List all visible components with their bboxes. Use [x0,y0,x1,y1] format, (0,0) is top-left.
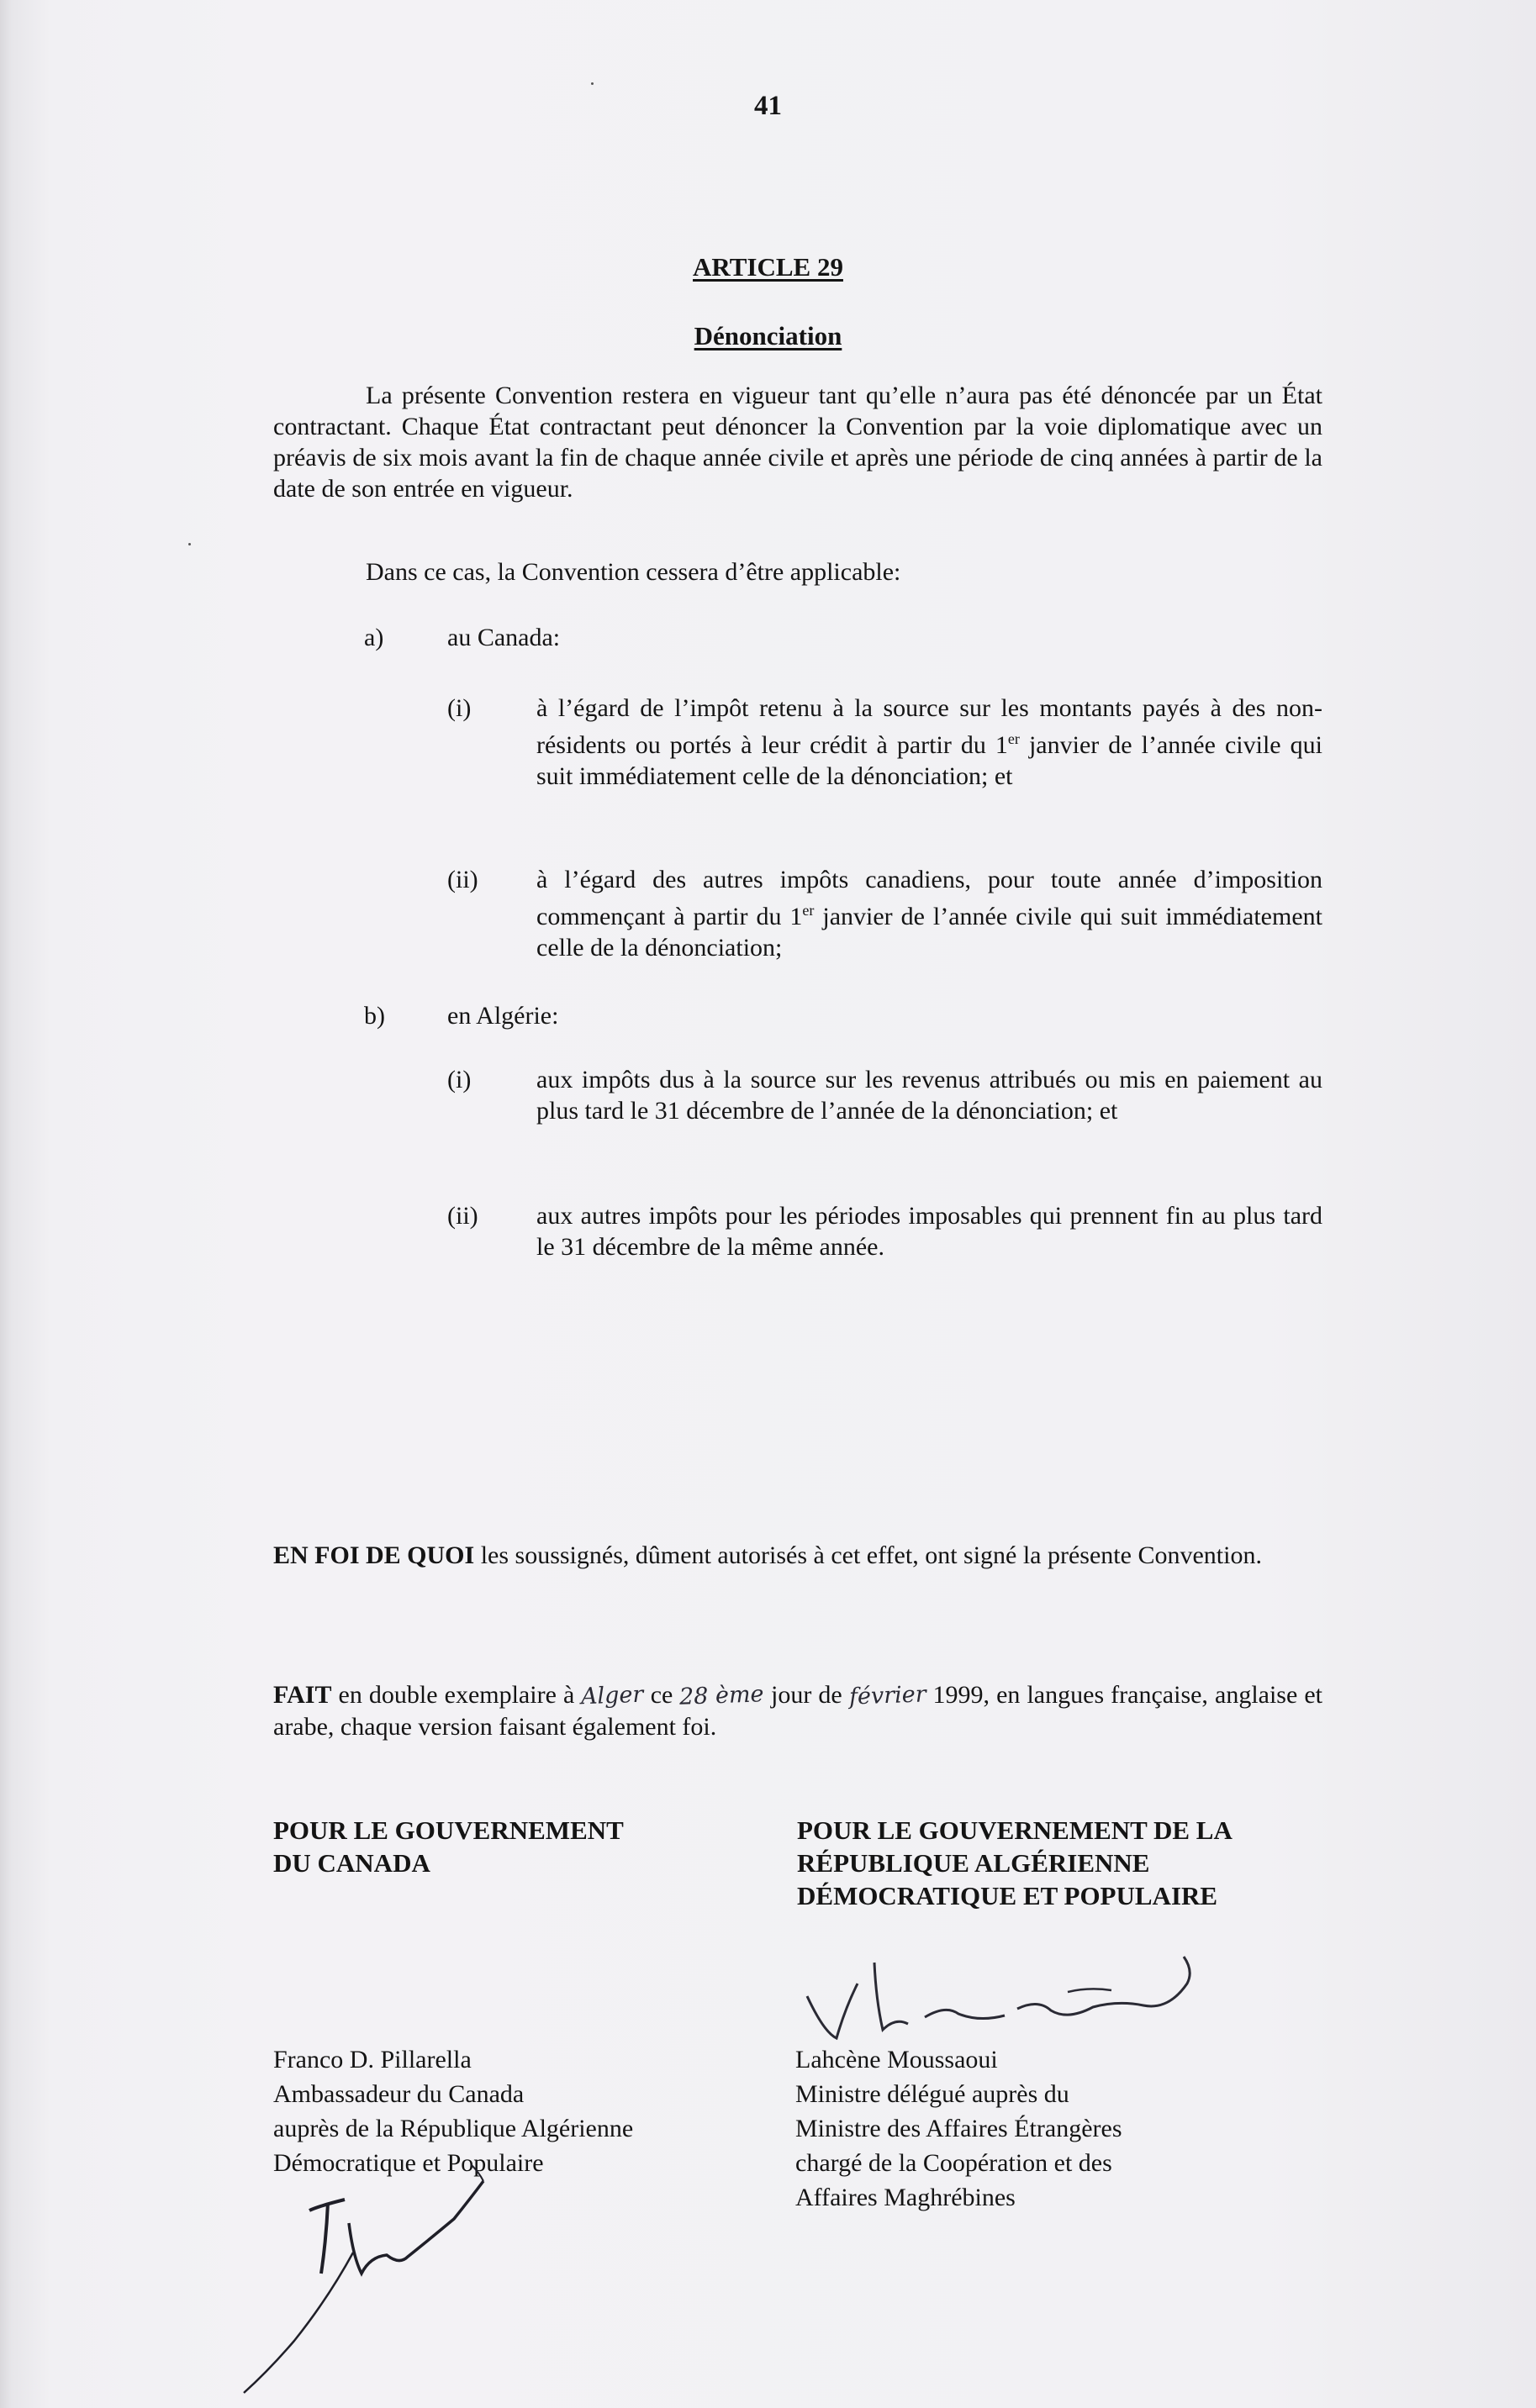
algeria-signatory-title: Ministre délégué auprès du [795,2080,1069,2108]
handwritten-day: 28 ème [678,1681,765,1710]
canada-signatory-name: Franco D. Pillarella [273,2046,472,2073]
canada-signatory-title: Ambassadeur du Canada [273,2080,525,2108]
canada-government-heading: POUR LE GOUVERNEMENT DU CANADA [273,1815,624,1878]
sublist-text-b-ii: aux autres impôts pour les périodes imposables qui prennent fin au plus tard le 31 décembre de la même année. [536,1202,1322,1261]
page-number: 41 [754,91,782,121]
canada-signature-image [227,2173,589,2400]
witness-clause: EN FOI DE QUOI les soussignés, dûment autorisés à cet effet, ont signé la présente Convention. [273,1541,1262,1569]
sublist-marker-a-i: (i) [447,694,472,722]
article-title: ARTICLE 29 [693,252,843,282]
consequence-paragraph: Dans ce cas, la Convention cessera d’être applicable: [366,558,901,586]
termination-paragraph: La présente Convention restera en vigueur tant qu’elle n’aura pas été dénoncée par un État contractant. Chaque État contractant peut dénoncer la Convention par la voie diplomatique avec un préavis de six mois avant la fin de chaque année civile et après une période de cinq années à partir de la date de son entrée en vigueur. [273,382,1322,503]
algeria-signatory: Lahcène Moussaoui Ministre délégué auprès du Ministre des Affaires Étrangères chargé de la Coopération et des Affaires Maghrébines [795,2042,1122,2215]
sublist-text-a-ii: à l’égard des autres impôts canadiens, pour toute année d’imposition commençant à partir du 1er janvier de l’année civile qui suit immédiatement celle de la dénonciation; [536,866,1322,962]
list-marker-b: b) [364,1002,385,1030]
sublist-text-a-i: à l’égard de l’impôt retenu à la source sur les montants payés à des non-résidents ou portés à leur crédit à partir du 1er janvier de l’année civile qui suit immédiatement celle de la dénonciation; et [536,694,1322,790]
section-title: Dénonciation [694,321,842,350]
stray-mark [591,82,594,85]
list-marker-a: a) [364,624,384,651]
algeria-signatory-name: Lahcène Moussaoui [795,2046,998,2073]
sublist-marker-a-ii: (ii) [447,866,478,893]
list-label-canada: au Canada: [447,624,561,651]
sublist-text-b-i: aux impôts dus à la source sur les revenus attribués ou mis en paiement au plus tard le 31 décembre de l’année de la dénonciation; et [536,1066,1322,1125]
handwritten-month: février [848,1681,926,1710]
canada-signatory: Franco D. Pillarella Ambassadeur du Canada auprès de la République Algérienne Démocratique et Populaire [273,2042,633,2180]
done-clause: FAIT en double exemplaire à Alger ce 28 ème jour de février 1999, en langues française, anglaise et arabe, chaque version faisant également foi. [273,1679,1322,1742]
list-label-algeria: en Algérie: [447,1002,559,1030]
algeria-government-heading: POUR LE GOUVERNEMENT DE LA RÉPUBLIQUE ALGÉRIENNE DÉMOCRATIQUE ET POPULAIRE [797,1815,1232,1910]
sublist-marker-b-ii: (ii) [447,1202,478,1230]
handwritten-place: Alger [580,1681,645,1710]
stray-mark [188,543,191,545]
sublist-marker-b-i: (i) [447,1066,472,1093]
